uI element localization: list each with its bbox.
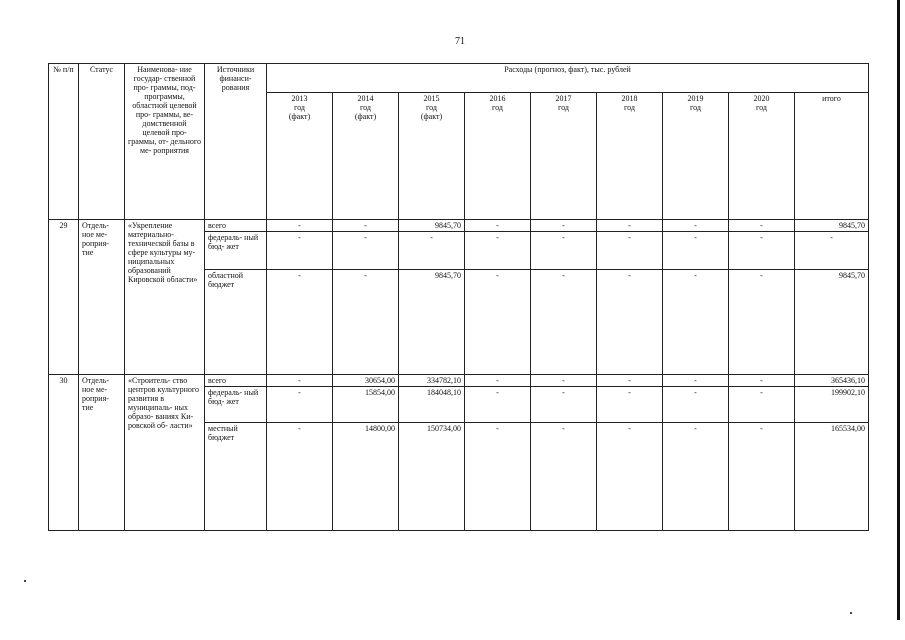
value-cell: - bbox=[663, 387, 729, 423]
value-cell: - bbox=[267, 232, 333, 270]
header-year: 2017 год bbox=[531, 93, 597, 220]
value-cell: - bbox=[531, 387, 597, 423]
scan-edge-line bbox=[897, 0, 900, 620]
source-label: областной бюджет bbox=[205, 270, 267, 375]
total-cell: 9845,70 bbox=[795, 270, 869, 375]
header-source: Источники финанси- рования bbox=[205, 64, 267, 220]
value-cell: - bbox=[531, 270, 597, 375]
value-cell: - bbox=[729, 375, 795, 387]
budget-table bbox=[48, 63, 869, 531]
value-cell: - bbox=[333, 270, 399, 375]
value-cell: - bbox=[465, 423, 531, 531]
value-cell: - bbox=[729, 387, 795, 423]
scan-speck bbox=[850, 612, 852, 614]
value-cell: 30654,00 bbox=[333, 375, 399, 387]
value-cell: - bbox=[267, 375, 333, 387]
value-cell: - bbox=[597, 387, 663, 423]
value-cell: - bbox=[663, 232, 729, 270]
value-cell: - bbox=[267, 423, 333, 531]
header-year: 2016 год bbox=[465, 93, 531, 220]
header-status: Статус bbox=[79, 64, 125, 220]
header-year: 2018 год bbox=[597, 93, 663, 220]
header-year: 2020 год bbox=[729, 93, 795, 220]
header-expenses: Расходы (прогноз, факт), тыс. рублей bbox=[267, 64, 869, 93]
header-year: 2019 год bbox=[663, 93, 729, 220]
row-name: «Укрепление материально- технической базы в сфере культуры му- ниципальных образований Кировской области» bbox=[125, 220, 205, 375]
value-cell: 15854,00 bbox=[333, 387, 399, 423]
scan-speck bbox=[24, 580, 26, 582]
row-status: Отдель- ное ме- роприя- тие bbox=[79, 220, 125, 375]
row-number: 29 bbox=[49, 220, 79, 375]
header-year: 2013 год (факт) bbox=[267, 93, 333, 220]
source-label: всего bbox=[205, 220, 267, 232]
header-total: итого bbox=[795, 93, 869, 220]
header-name: Наименова- ние государ- ственной про- граммы, под- программы, областной целевой про- граммы, ве- домственной целевой про- граммы, от- дельного ме- роприятия bbox=[125, 64, 205, 220]
total-cell: 165534,00 bbox=[795, 423, 869, 531]
value-cell: - bbox=[465, 270, 531, 375]
header-year: 2015 год (факт) bbox=[399, 93, 465, 220]
value-cell: - bbox=[663, 375, 729, 387]
total-cell: 199902,10 bbox=[795, 387, 869, 423]
row-name: «Строитель- ство центров культурного развития в муниципаль- ных образо- ваниях Ки- ровской об- ласти» bbox=[125, 375, 205, 531]
value-cell: - bbox=[465, 387, 531, 423]
value-cell: - bbox=[465, 220, 531, 232]
value-cell: - bbox=[729, 232, 795, 270]
row-status: Отдель- ное ме- роприя- тие bbox=[79, 375, 125, 531]
value-cell: - bbox=[399, 232, 465, 270]
value-cell: 184048,10 bbox=[399, 387, 465, 423]
row-number: 30 bbox=[49, 375, 79, 531]
value-cell: - bbox=[465, 232, 531, 270]
value-cell: - bbox=[663, 220, 729, 232]
total-cell: - bbox=[795, 232, 869, 270]
value-cell: - bbox=[663, 270, 729, 375]
header-number: № п/п bbox=[49, 64, 79, 220]
value-cell: - bbox=[597, 232, 663, 270]
value-cell: - bbox=[267, 270, 333, 375]
value-cell: - bbox=[729, 423, 795, 531]
total-cell: 9845,70 bbox=[795, 220, 869, 232]
source-label: федераль- ный бюд- жет bbox=[205, 232, 267, 270]
value-cell: - bbox=[729, 270, 795, 375]
source-label: федераль- ный бюд- жет bbox=[205, 387, 267, 423]
value-cell: 150734,00 bbox=[399, 423, 465, 531]
value-cell: - bbox=[267, 387, 333, 423]
total-cell: 365436,10 bbox=[795, 375, 869, 387]
page-number: 71 bbox=[455, 36, 465, 47]
value-cell: - bbox=[531, 220, 597, 232]
value-cell: - bbox=[531, 423, 597, 531]
value-cell: - bbox=[597, 270, 663, 375]
value-cell: - bbox=[597, 423, 663, 531]
value-cell: 14800,00 bbox=[333, 423, 399, 531]
source-label: местный бюджет bbox=[205, 423, 267, 531]
value-cell: - bbox=[531, 232, 597, 270]
value-cell: 9845,70 bbox=[399, 270, 465, 375]
value-cell: - bbox=[465, 375, 531, 387]
value-cell: - bbox=[597, 220, 663, 232]
value-cell: 334782,10 bbox=[399, 375, 465, 387]
value-cell: - bbox=[333, 232, 399, 270]
value-cell: - bbox=[531, 375, 597, 387]
value-cell: 9845,70 bbox=[399, 220, 465, 232]
header-year: 2014 год (факт) bbox=[333, 93, 399, 220]
value-cell: - bbox=[267, 220, 333, 232]
value-cell: - bbox=[597, 375, 663, 387]
value-cell: - bbox=[663, 423, 729, 531]
value-cell: - bbox=[333, 220, 399, 232]
source-label: всего bbox=[205, 375, 267, 387]
value-cell: - bbox=[729, 220, 795, 232]
